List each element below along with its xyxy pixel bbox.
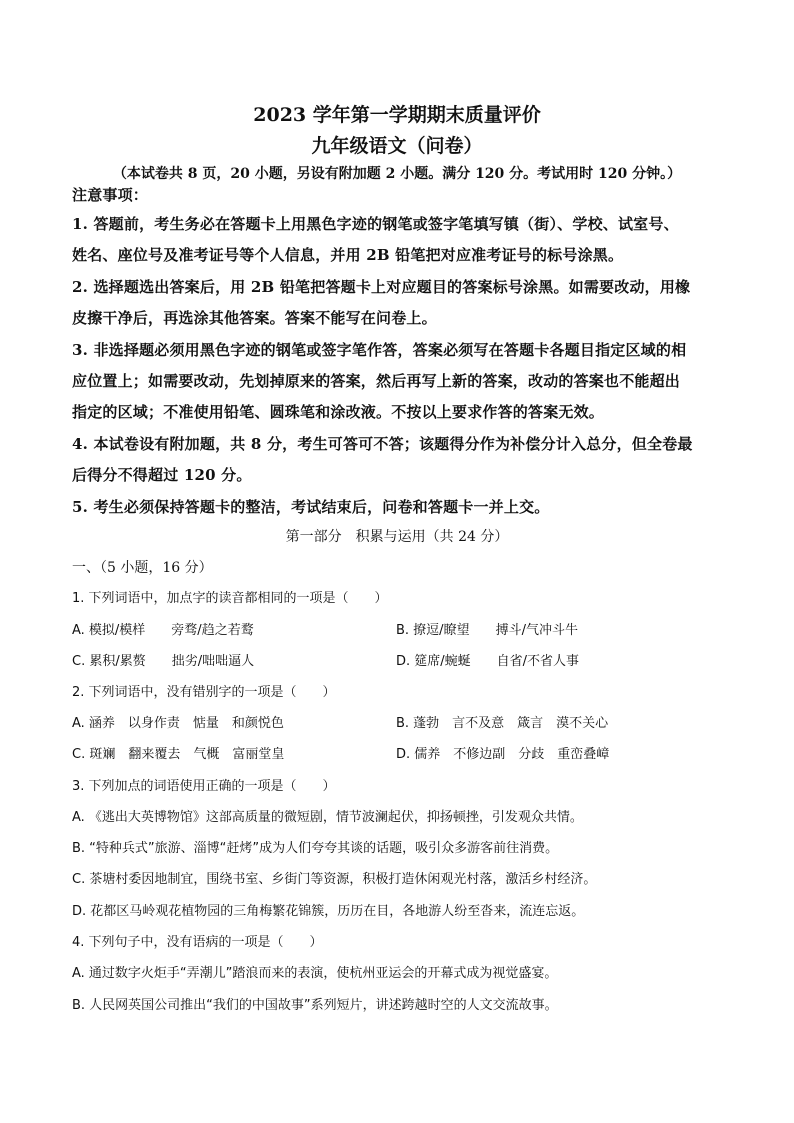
instruction-line: 皮擦干净后，再选涂其他答案。答案不能写在问卷上。 [72,309,437,327]
question-3-option-d: D. 花都区马岭观花植物园的三角梅繁花锦簇，历历在目，各地游人纷至沓来，流连忘返。 [72,904,585,919]
instruction-line: 2. 选择题选出答案后，用 2B 铅笔把答题卡上对应题目的答案标号涂黑。如需要改动，用橡 [72,278,691,296]
instruction-line: 应位置上；如需要改动，先划掉原来的答案，然后再写上新的答案，改动的答案也不能超出 [72,372,681,390]
question-2-option-b: B. 蓬勃 言不及意 箴言 漠不关心 [396,716,609,731]
question-3-option-c: C. 茶塘村委因地制宜，围绕书室、乡街门等资源，积极打造休闲观光村落，激活乡村经济。 [72,872,597,887]
question-1-stem: 1. 下列词语中，加点字的读音都相同的一项是（ ） [72,591,388,606]
question-1-option-a: A. 模拟/模样 旁骛/趋之若鹜 [72,623,254,638]
question-1-option-b: B. 撩逗/瞭望 搏斗/气冲斗牛 [396,623,578,638]
instructions-heading: 注意事项： [72,186,149,204]
question-1-option-d: D. 筵席/蜿蜒 自省/不省人事 [396,654,580,669]
instruction-line: 4. 本试卷设有附加题，共 8 分，考生可答可不答；该题得分作为补偿分计入总分，但全卷最 [72,435,693,453]
exam-subtitle: 九年级语文（问卷） [311,135,483,157]
question-2-option-a: A. 涵养 以身作责 惦量 和颜悦色 [72,716,284,731]
instruction-line: 1. 答题前，考生务必在答题卡上用黑色字迹的钢笔或签字笔填写镇（街）、学校、试室号、 [72,215,679,233]
question-4-stem: 4. 下列句子中，没有语病的一项是（ ） [72,935,323,950]
question-4-option-b: B. 人民网英国公司推出“我们的中国故事”系列短片，讲述跨越时空的人文交流故事。 [72,998,558,1013]
section-title: 第一部分 积累与运用（共 24 分） [285,529,509,545]
instruction-line: 5. 考生必须保持答题卡的整洁，考试结束后，问卷和答题卡一并上交。 [72,498,550,516]
question-3-stem: 3. 下列加点的词语使用正确的一项是（ ） [72,779,336,794]
question-1-option-c: C. 累积/累赘 拙劣/咄咄逼人 [72,654,255,669]
question-3-option-b: B. “特种兵式”旅游、淄博“赶烤”成为人们夸夸其谈的话题，吸引众多游客前往消费。 [72,841,559,856]
question-group-heading: 一、（5 小题，16 分） [72,560,213,576]
question-3-option-a: A. 《逃出大英博物馆》这部高质量的微短剧，情节波澜起伏，抑扬顿挫，引发观众共情。 [72,810,583,825]
question-4-option-a: A. 通过数字火炬手“弄潮儿”踏浪而来的表演，使杭州亚运会的开幕式成为视觉盛宴。 [72,966,558,981]
instruction-line: 3. 非选择题必须用黑色字迹的钢笔或签字笔作答，答案必须写在答题卡各题目指定区域的相 [72,341,687,359]
exam-title: 2023 学年第一学期期末质量评价 [253,104,541,126]
exam-note: （本试卷共 8 页，20 小题，另设有附加题 2 小题。满分 120 分。考试用时 120 分钟。） [112,166,682,182]
instruction-line: 后得分不得超过 120 分。 [72,466,252,484]
question-2-stem: 2. 下列词语中，没有错别字的一项是（ ） [72,685,336,700]
question-2-option-d: D. 儒养 不修边副 分歧 重峦叠嶂 [396,747,610,762]
instruction-line: 姓名、座位号及准考证号等个人信息，并用 2B 铅笔把对应准考证号的标号涂黑。 [72,246,624,264]
instruction-line: 指定的区域；不准使用铅笔、圆珠笔和涂改液。不按以上要求作答的答案无效。 [72,403,605,421]
question-2-option-c: C. 斑斓 翻来覆去 气概 富丽堂皇 [72,747,285,762]
